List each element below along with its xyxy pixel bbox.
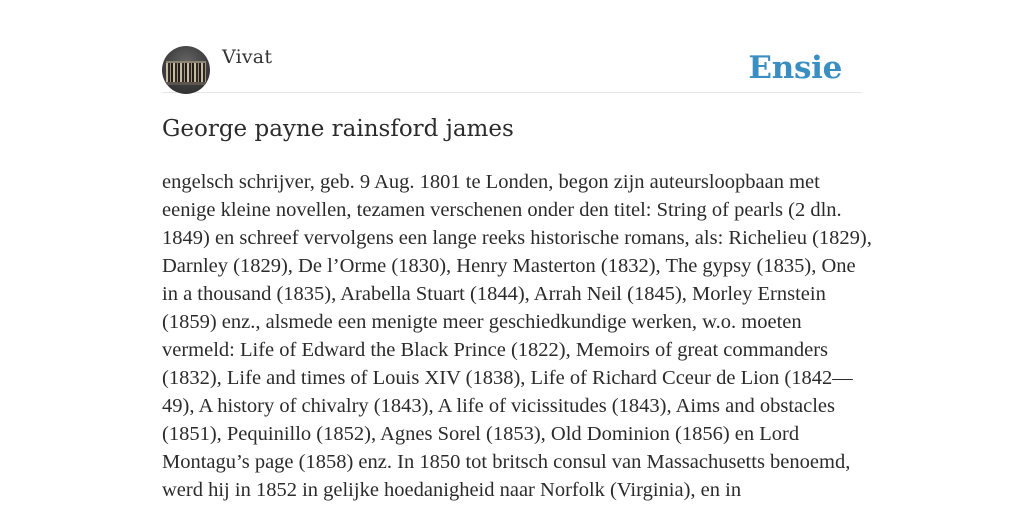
page-header: [162, 46, 862, 93]
avatar[interactable]: [162, 46, 210, 94]
shelf-line: [162, 82, 210, 85]
account-name[interactable]: Vivat: [222, 46, 273, 68]
brand-logo[interactable]: Ensie: [748, 50, 842, 86]
article-title: George payne rainsford james: [162, 116, 514, 142]
article-body: engelsch schrijver, geb. 9 Aug. 1801 te Londen, begon zijn auteursloopbaan met eenige kleine novellen, tezamen verschenen onder den titel: String of pearls (2 dln. 1849) en schreef vervolgens een lange reeks historische romans, als: Richelieu (1829), Darnley (1829), De l’Orme (1830), Henry Masterton (1832), The gypsy (1835), One in a thousand (1835), Arabella Stuart (1844), Arrah Neil (1845), Morley Ernstein (1859) enz., alsmede een menigte meer geschiedkundige werken, w.o. moeten vermeld: Life of Edward the Black Prince (1822), Memoirs of great commanders (1832), Life and times of Louis XIV (1838), Life of Richard Cceur de Lion (1842—49), A history of chivalry (1843), A life of vicissitudes (1843), Aims and obstacles (1851), Pequinillo (1852), Agnes Sorel (1853), Old Dominion (1856) en Lord Montagu’s page (1858) enz. In 1850 tot britsch consul van Massachusetts benoemd, werd hij in 1852 in gelijke hoedanigheid naar Norfolk (Virginia), en in: [162, 171, 872, 501]
